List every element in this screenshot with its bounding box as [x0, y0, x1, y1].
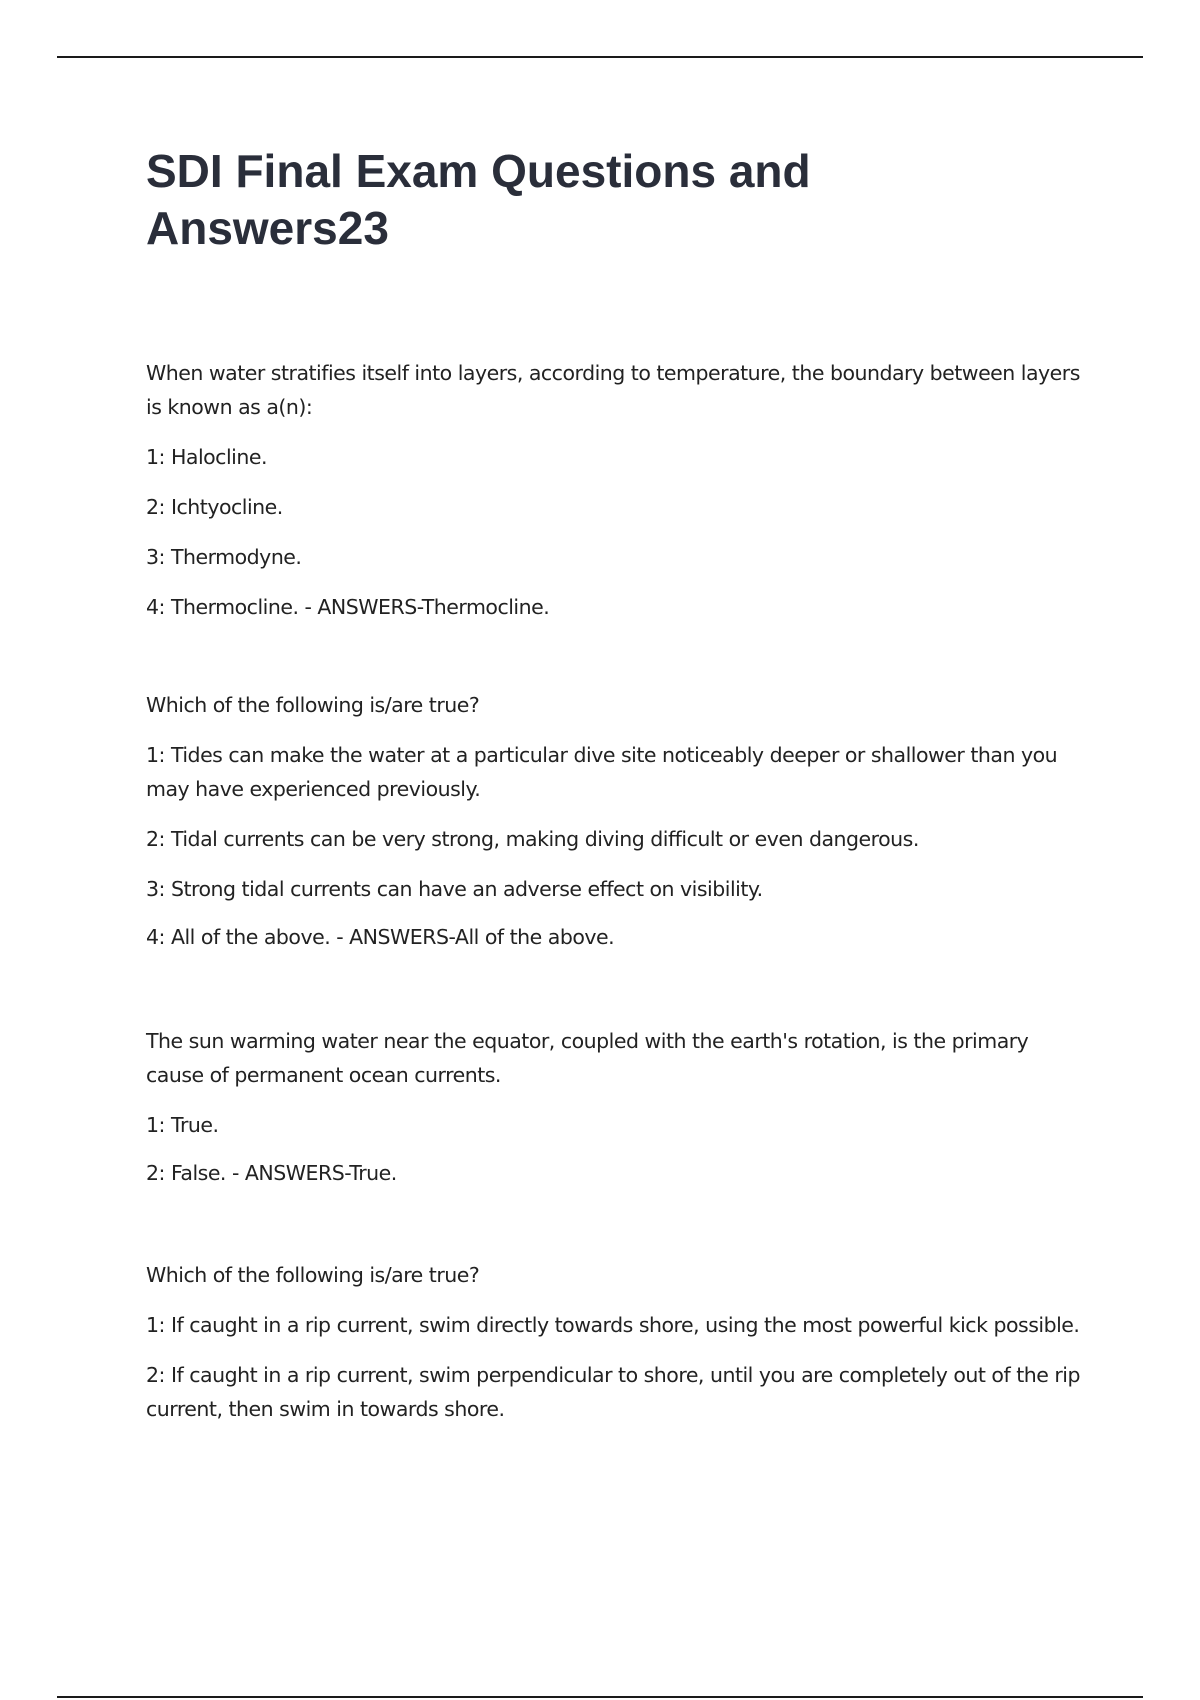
answer-option: 1: Halocline. — [146, 445, 267, 469]
question-stem: The sun warming water near the equator, coupled with the earth's rotation, is the primary cause of permanent ocean currents. — [146, 1029, 1029, 1087]
answer-option: 2: False. - ANSWERS-True. — [146, 1161, 397, 1185]
answer-option: 3: Strong tidal currents can have an adverse effect on visibility. — [146, 877, 763, 901]
answer-option: 1: Tides can make the water at a particular dive site noticeably deeper or shallower than you may have experienced previously. — [146, 743, 1058, 801]
header-rule — [57, 56, 1143, 58]
question-4 — [146, 1258, 1086, 1426]
footer-rule — [57, 1696, 1143, 1698]
question-stem: Which of the following is/are true? — [146, 693, 480, 717]
question-stem: When water stratifies itself into layers, according to temperature, the boundary between layers is known as a(n): — [146, 361, 1080, 419]
question-3 — [146, 1024, 1086, 1190]
answer-option: 1: If caught in a rip current, swim directly towards shore, using the most powerful kick possible. — [146, 1313, 1080, 1337]
answer-option: 4: All of the above. - ANSWERS-All of the above. — [146, 925, 615, 949]
answer-option: 2: If caught in a rip current, swim perpendicular to shore, until you are completely out of the rip current, then swim in towards shore. — [146, 1363, 1080, 1421]
answer-option: 2: Tidal currents can be very strong, making diving difficult or even dangerous. — [146, 827, 919, 851]
answer-option: 4: Thermocline. - ANSWERS-Thermocline. — [146, 595, 550, 619]
question-stem: Which of the following is/are true? — [146, 1263, 480, 1287]
question-2 — [146, 688, 1086, 954]
answer-option: 3: Thermodyne. — [146, 545, 302, 569]
document-title: SDI Final Exam Questions and Answers23 — [146, 145, 811, 254]
question-1 — [146, 356, 1086, 624]
answer-option: 1: True. — [146, 1113, 219, 1137]
answer-option: 2: Ichtyocline. — [146, 495, 283, 519]
